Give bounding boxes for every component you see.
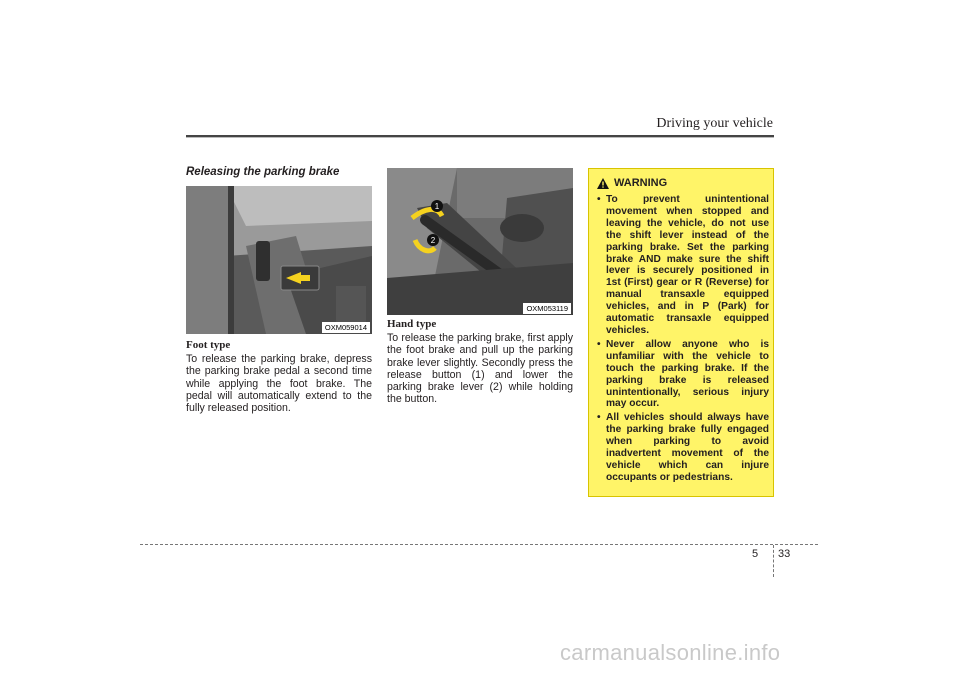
section-title: Releasing the parking brake bbox=[186, 166, 340, 178]
foot-subhead: Foot type bbox=[186, 339, 231, 351]
foot-body-text: To release the parking brake, depress the parking brake pedal a second time while applying the foot brake. The pedal will automatically extend to the fully released position. bbox=[186, 353, 372, 415]
page-number: 33 bbox=[778, 548, 791, 560]
warning-title: WARNING bbox=[614, 177, 668, 189]
warning-item: • To prevent unintentional movement when stopped and leaving the vehicle, do not use the shift lever instead of the parking brake. Set the parking brake AND make sure the shift lever is securely positioned in 1st (First) gear or R (Reverse) for manual transaxle equipped vehicles, and in P (Park) for automatic transaxle equipped vehicles. bbox=[597, 194, 769, 336]
warning-box bbox=[588, 168, 774, 497]
warning-header bbox=[597, 177, 667, 189]
section-number: 5 bbox=[752, 548, 759, 560]
foot-brake-illustration bbox=[186, 186, 372, 334]
callout-1: 1 bbox=[434, 202, 440, 211]
hand-brake-photo bbox=[387, 168, 573, 315]
header-title: Driving your vehicle bbox=[656, 116, 773, 131]
footer-divider bbox=[773, 545, 774, 577]
hand-body-text: To release the parking brake, first apply the foot brake and pull up the parking brake lever slightly. Secondly press the release button (1) and lower the parking brake lever (2) while holding the button. bbox=[387, 332, 573, 406]
foot-brake-photo bbox=[186, 186, 372, 334]
header-rule-shadow bbox=[186, 137, 774, 138]
warning-list bbox=[597, 194, 769, 486]
hand-brake-illustration bbox=[387, 168, 573, 315]
warning-triangle-icon bbox=[597, 178, 609, 189]
callout-2: 2 bbox=[430, 236, 436, 245]
warning-item: • All vehicles should always have the parking brake fully engaged when parking to avoid inadvertent movement of the vehicle which can injure occupants or pedestrians. bbox=[597, 412, 769, 483]
image-code-label: OXM053119 bbox=[523, 303, 571, 314]
watermark: carmanualsonline.info bbox=[560, 640, 781, 665]
warning-item: • Never allow anyone who is unfamiliar with the vehicle to touch the parking brake. If the parking brake is released unintentionally, serious injury may occur. bbox=[597, 338, 769, 410]
footer-rule bbox=[140, 544, 818, 545]
image-code-label: OXM059014 bbox=[322, 322, 370, 333]
hand-subhead: Hand type bbox=[387, 318, 437, 330]
